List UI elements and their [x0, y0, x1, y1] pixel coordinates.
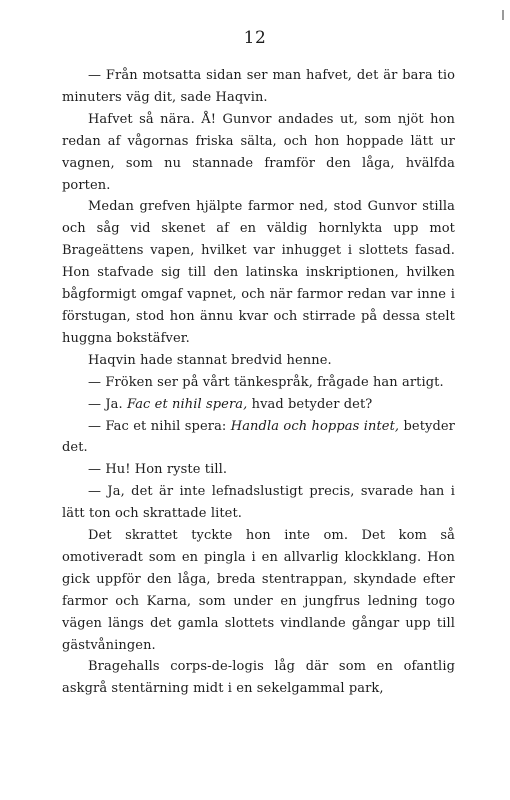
- latin-motto: Fac et nihil spera,: [126, 396, 248, 412]
- paragraph-11: Bragehalls corps-de-logis låg där som en ofantlig askgrå stentärning midt i en sekelgammal park,: [62, 659, 455, 697]
- paragraph-9: — Ja, det är inte lefnadslustigt precis, svarade han i lätt ton och skrattade litet.: [62, 484, 455, 522]
- paragraph-1: — Från motsatta sidan ser man hafvet, det är bara tio minuters väg dit, sade Haqvin.: [62, 68, 455, 105]
- dialogue-text: betyder det.: [62, 418, 455, 456]
- motto-translation: Handla och hoppas intet,: [230, 418, 400, 434]
- dialogue-text: — Fac et nihil spera:: [88, 418, 231, 434]
- paragraph-8: — Hu! Hon ryste till.: [88, 462, 228, 478]
- paragraph-3: Medan grefven hjälpte farmor ned, stod Gunvor stilla och såg vid skenet af en väldig hornlykta upp mot Brageättens vapen, hvilket var inhugget i slottets fasad. Hon stafvade sig till den latinska inskriptionen, hvilken bågformigt omgaf vapnet, och när farmor redan var inne i förstugan, stod hon ännu kvar och stirrade på dessa stelt huggna bokstäfver.: [62, 199, 455, 346]
- paragraph-5: — Fröken ser på vårt tänkespråk, frågade han artigt.: [88, 374, 444, 390]
- dialogue-text: — Ja.: [88, 396, 127, 412]
- page-edge-mark: [502, 10, 504, 20]
- paragraph-4: Haqvin hade stannat bredvid henne.: [88, 352, 332, 368]
- page-body: [62, 65, 455, 700]
- paragraph-10: Det skrattet tyckte hon inte om. Det kom så omotiveradt som en pingla i en allvarlig klockklang. Hon gick uppför den låga, breda stentrappan, skyndade efter farmor och Karna, som under en jungfrus ledning togo vägen längs det gamla slottets vindlande gångar upp till gästvåningen.: [62, 528, 455, 653]
- paragraph-6: [62, 394, 455, 416]
- dialogue-text: hvad betyder det?: [247, 396, 373, 412]
- paragraph-7: [62, 416, 455, 460]
- paragraph-2: Hafvet så nära. Å! Gunvor andades ut, som njöt hon redan af vågornas friska sälta, och hon hoppade lätt ur vagnen, som nu stannade framför den låga, hvälfda porten.: [62, 111, 455, 193]
- page-number: 12: [243, 28, 267, 48]
